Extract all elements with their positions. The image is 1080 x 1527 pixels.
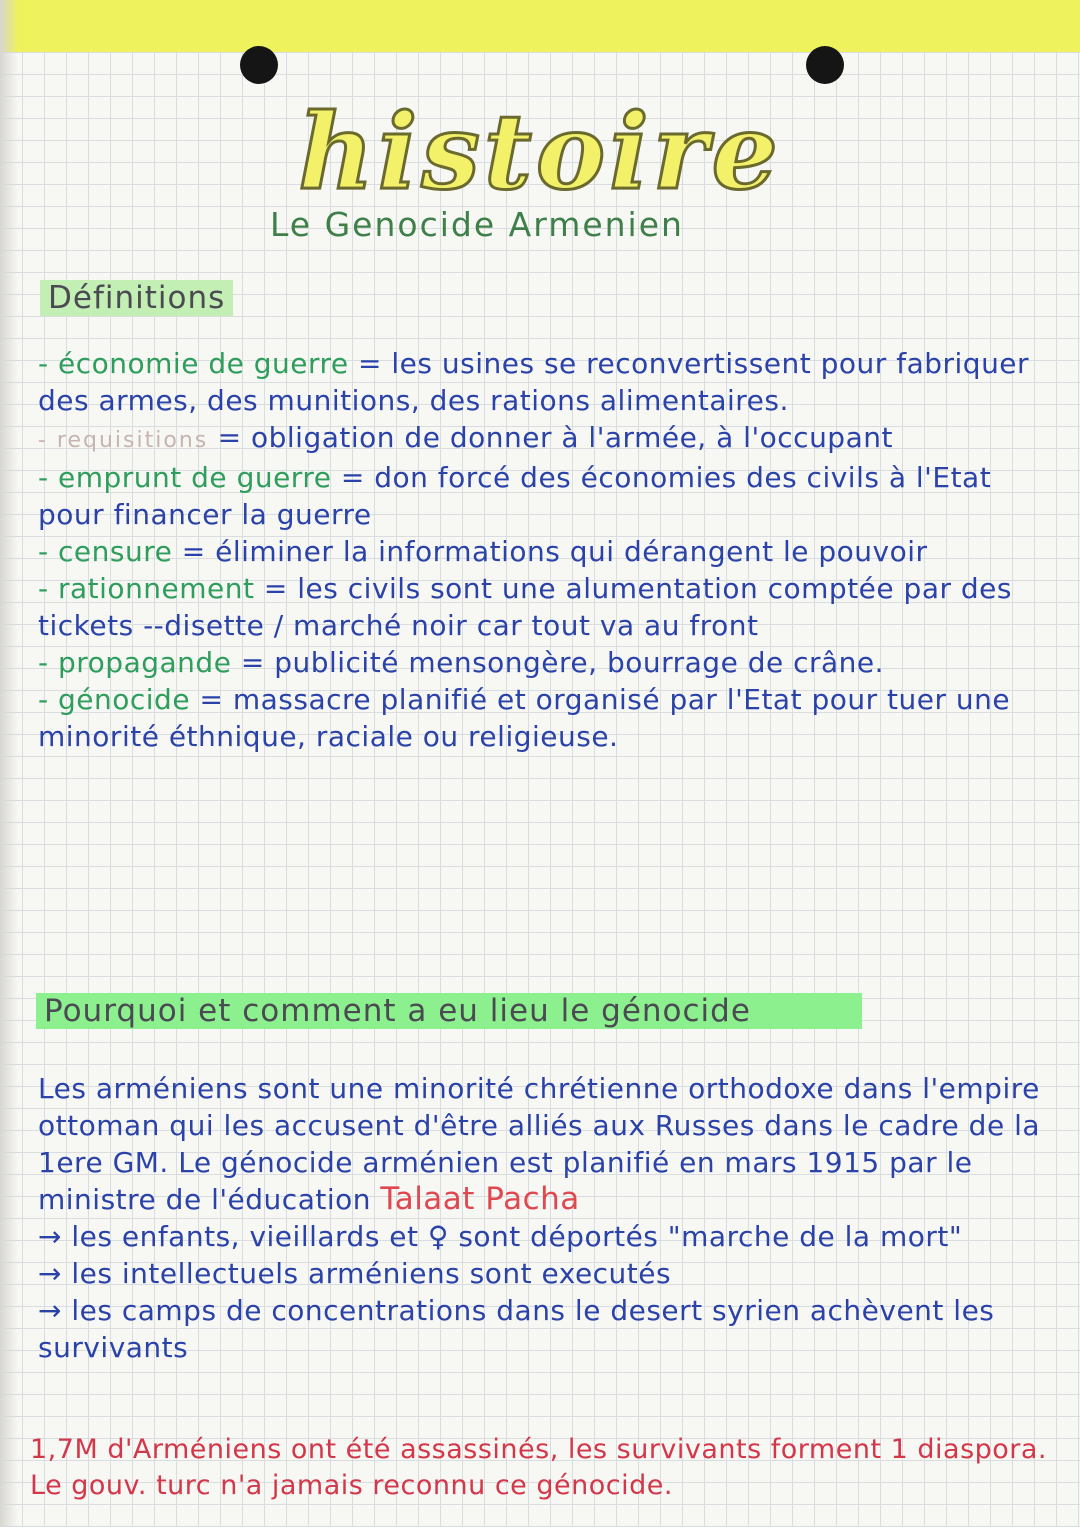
definition-separator: = (348, 347, 392, 380)
definition-item (38, 419, 1048, 459)
binder-hole-left (240, 46, 278, 84)
definition-item (38, 570, 1048, 644)
definition-text: massacre planifié et organisé par l'Etat pour tuer une minorité éthnique, raciale ou religieuse. (38, 683, 1011, 753)
definition-term: - requisitions (38, 428, 209, 453)
definition-item (38, 533, 1048, 570)
definitions-heading: Définitions (40, 280, 233, 316)
yellow-top-band (0, 0, 1080, 52)
definition-separator: = (254, 572, 298, 605)
why-how-heading: Pourquoi et comment a eu lieu le génocide (36, 993, 862, 1029)
definition-item (38, 644, 1048, 681)
definition-item (38, 459, 1048, 533)
definition-item (38, 681, 1048, 755)
arrow-list-item: → les camps de concentrations dans le desert syrien achèvent les survivants (38, 1294, 995, 1364)
definition-text: don forcé des économies des civils à l'Etat pour financer la guerre (38, 461, 992, 531)
conclusion-note: 1,7M d'Arméniens ont été assassinés, les survivants forment 1 diaspora. Le gouv. turc n'a jamais reconnu ce génocide. (30, 1434, 1048, 1501)
page-subtitle: Le Genocide Armenien (270, 205, 684, 244)
definition-term: - économie de guerre (38, 347, 349, 380)
page-edge-shadow (0, 0, 18, 1527)
arrow-list-item: → les intellectuels arméniens sont executés (38, 1257, 672, 1290)
definition-text: les civils sont une alumentation comptée par des tickets --disette / marché noir car tout va au front (38, 572, 1012, 642)
definition-term: - rationnement (38, 572, 255, 605)
definition-text: éliminer la informations qui dérangent le pouvoir (215, 535, 928, 568)
page-title: histoire (298, 90, 782, 213)
definition-term: - propagande (38, 646, 232, 679)
definition-text: publicité mensongère, bourrage de crâne. (274, 646, 885, 679)
binder-hole-right (806, 46, 844, 84)
definitions-list (38, 345, 1048, 755)
paragraph-text: Les arméniens sont une minorité chrétienne orthodoxe dans l'empire ottoman qui les accusent d'être alliés aux Russes dans le cadre de la 1ere GM. Le génocide arménien est planifié en mars 1915 par le ministre de l'éducation (38, 1072, 1041, 1216)
arrow-list-item: → les enfants, vieillards et ♀ sont déportés "marche de la mort" (38, 1220, 963, 1253)
minister-name: Talaat Pacha (380, 1181, 580, 1217)
definition-separator: = (208, 421, 251, 454)
definition-term: - censure (38, 535, 173, 568)
definition-item (38, 345, 1048, 419)
why-how-paragraph (38, 1070, 1048, 1218)
definition-separator: = (190, 683, 233, 716)
why-how-body (38, 1070, 1048, 1366)
definition-text: obligation de donner à l'armée, à l'occupant (251, 421, 893, 454)
definition-separator: = (231, 646, 275, 679)
definition-separator: = (331, 461, 375, 494)
definition-term: - emprunt de guerre (38, 461, 332, 494)
definition-text: les usines se reconvertissent pour fabriquer des armes, des munitions, des rations alimentaires. (38, 347, 1030, 417)
definition-separator: = (172, 535, 216, 568)
definition-term: - génocide (38, 683, 191, 716)
